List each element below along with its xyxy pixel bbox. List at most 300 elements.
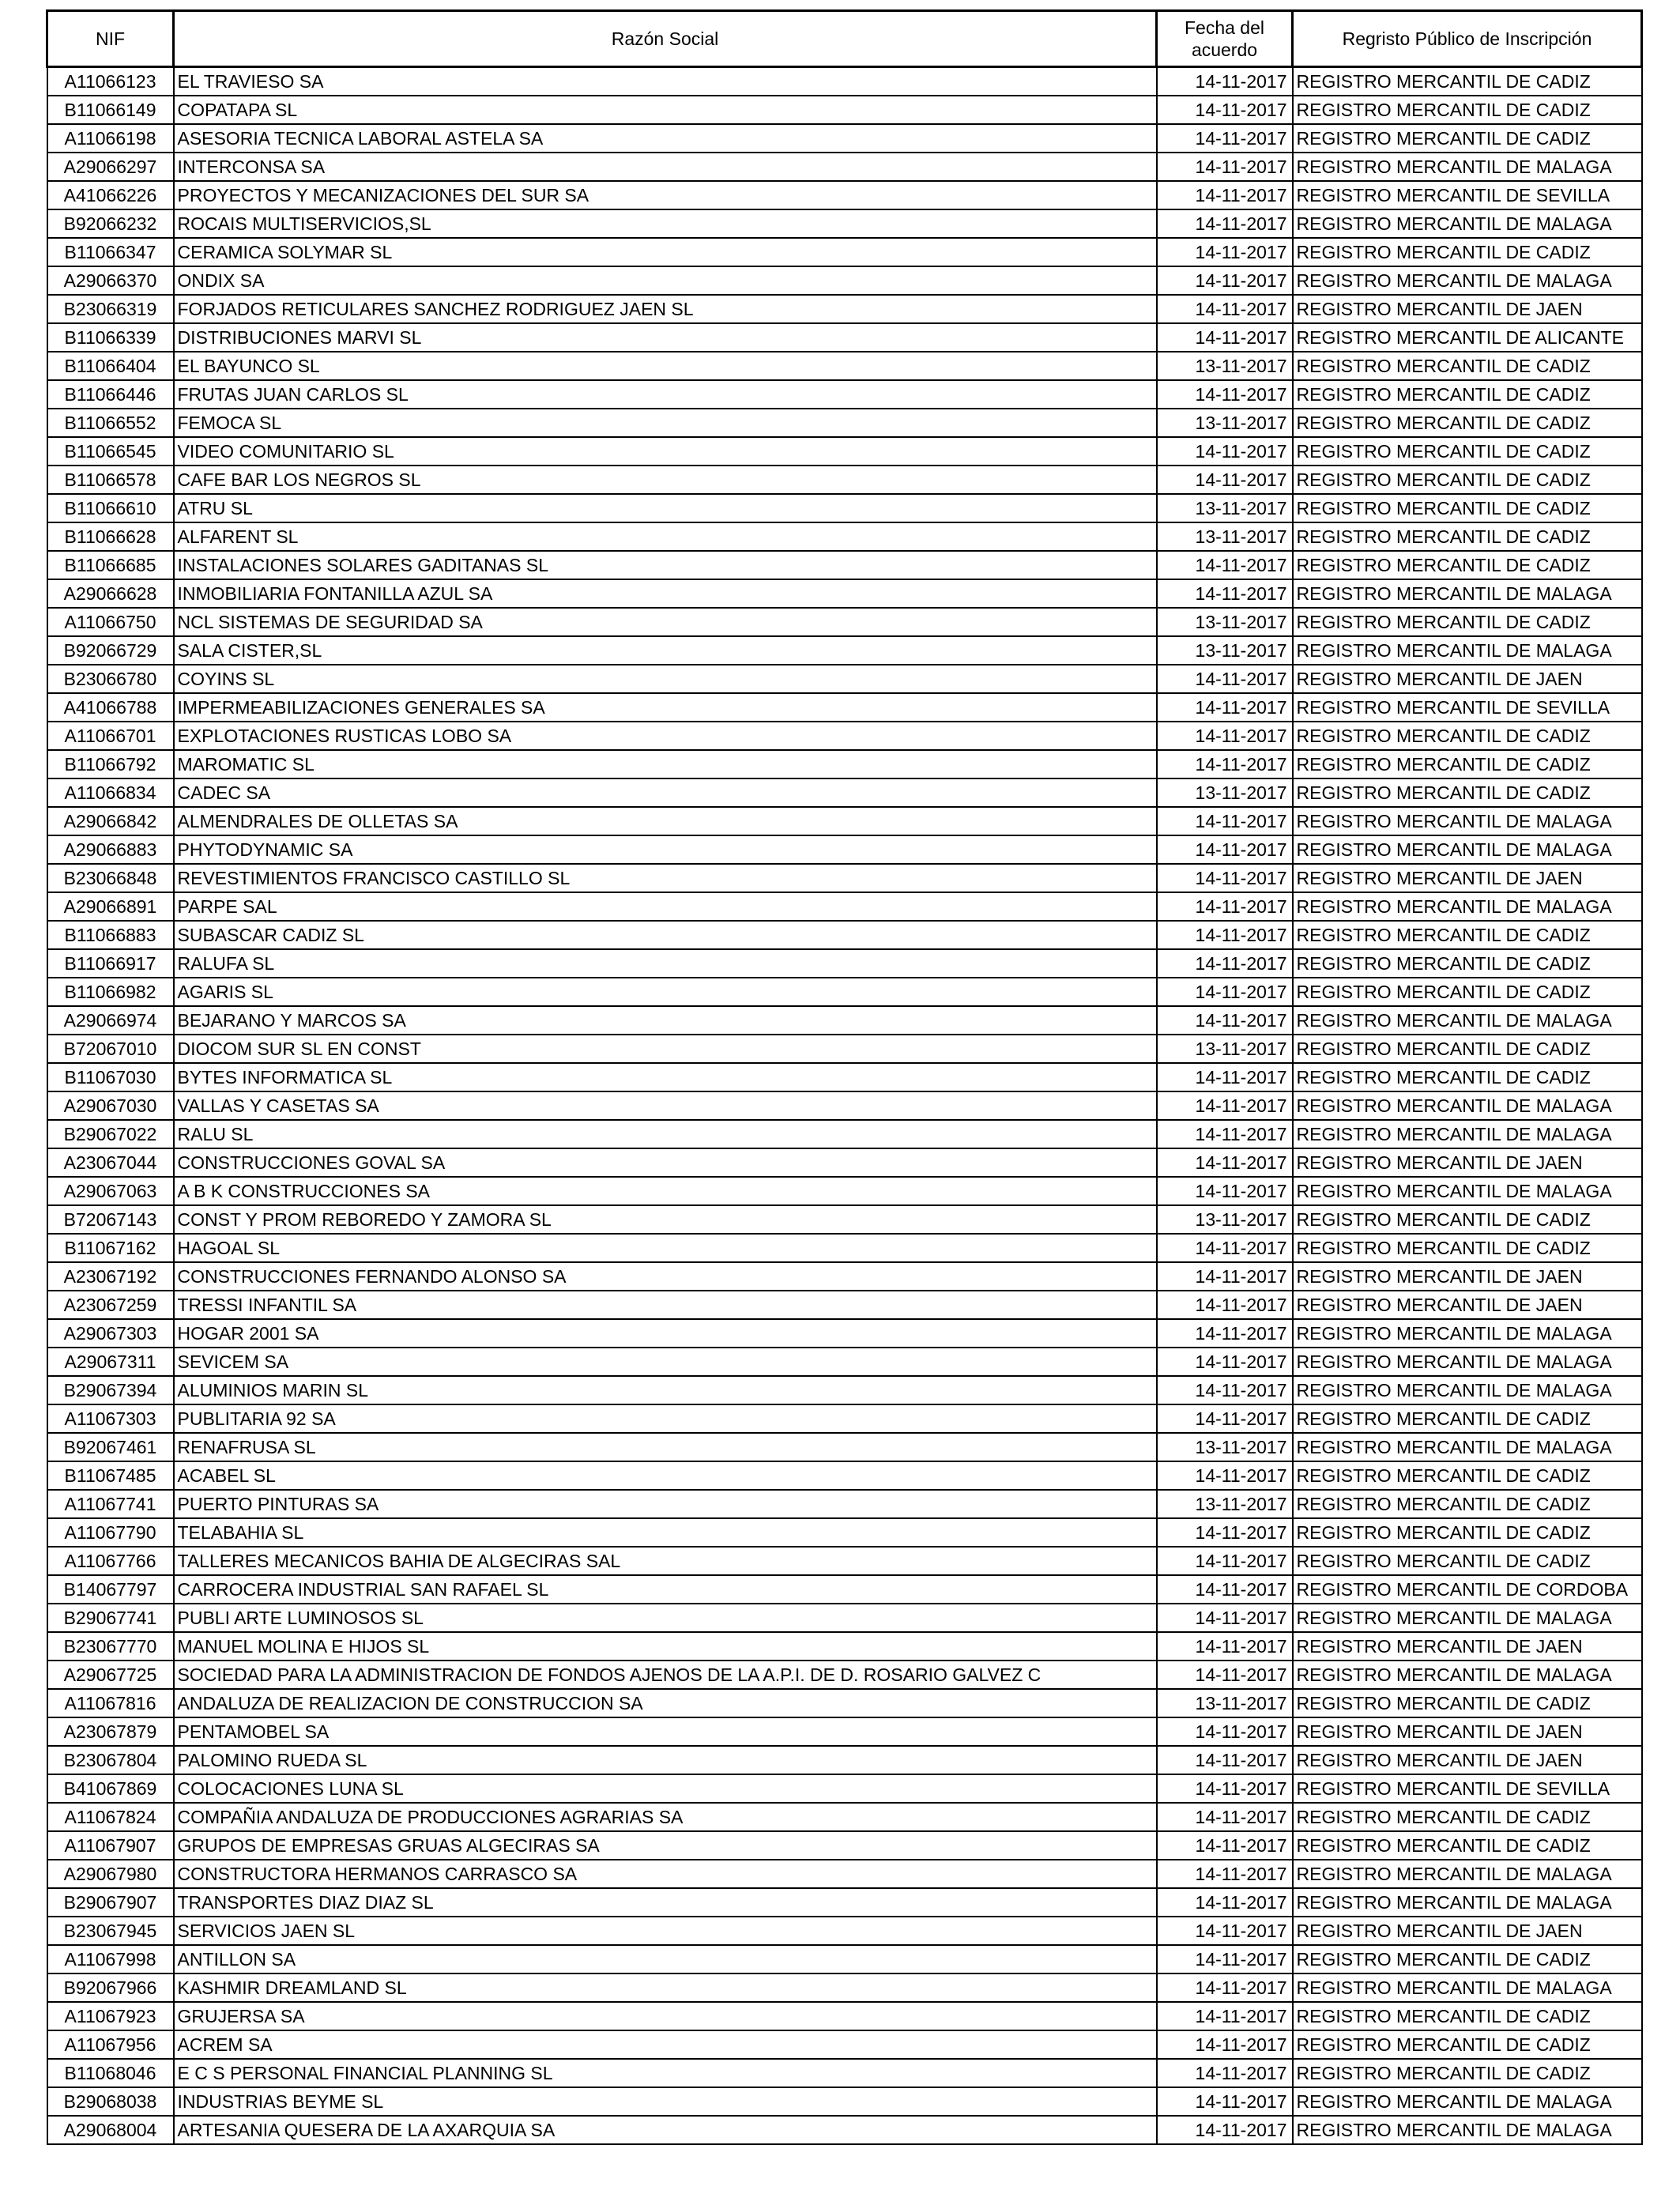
table-row (47, 1262, 1642, 1291)
registro-cell: REGISTRO MERCANTIL DE MALAGA (1293, 1091, 1642, 1120)
fecha-cell: 14-11-2017 (1157, 1717, 1293, 1746)
table-row (47, 1746, 1642, 1774)
registro-cell: REGISTRO MERCANTIL DE MALAGA (1293, 153, 1642, 181)
registro-cell: REGISTRO MERCANTIL DE MALAGA (1293, 1888, 1642, 1917)
fecha-cell: 14-11-2017 (1157, 238, 1293, 266)
nif-cell: B29067394 (47, 1376, 174, 1404)
fecha-cell: 13-11-2017 (1157, 352, 1293, 380)
table-row (47, 1661, 1642, 1689)
header-fecha-line2: acuerdo (1191, 40, 1258, 60)
table-row (47, 437, 1642, 466)
table-row (47, 1917, 1642, 1945)
fecha-cell: 14-11-2017 (1157, 864, 1293, 892)
fecha-cell: 14-11-2017 (1157, 1091, 1293, 1120)
nif-cell: A11067923 (47, 2002, 174, 2030)
registro-cell: REGISTRO MERCANTIL DE MALAGA (1293, 2087, 1642, 2116)
table-row (47, 124, 1642, 153)
fecha-cell: 14-11-2017 (1157, 1746, 1293, 1774)
nif-cell: B29067907 (47, 1888, 174, 1917)
razon-social-cell: PUERTO PINTURAS SA (174, 1490, 1157, 1518)
fecha-cell: 14-11-2017 (1157, 1774, 1293, 1803)
registro-cell: REGISTRO MERCANTIL DE CADIZ (1293, 1404, 1642, 1433)
registro-cell: REGISTRO MERCANTIL DE MALAGA (1293, 1376, 1642, 1404)
fecha-cell: 14-11-2017 (1157, 949, 1293, 978)
fecha-cell: 14-11-2017 (1157, 722, 1293, 750)
table-row (47, 1120, 1642, 1148)
razon-social-cell: ARTESANIA QUESERA DE LA AXARQUIA SA (174, 2116, 1157, 2144)
razon-social-cell: PROYECTOS Y MECANIZACIONES DEL SUR SA (174, 181, 1157, 209)
razon-social-cell: GRUPOS DE EMPRESAS GRUAS ALGECIRAS SA (174, 1831, 1157, 1860)
table-row (47, 380, 1642, 409)
nif-cell: B11067162 (47, 1234, 174, 1262)
razon-social-cell: CONSTRUCCIONES GOVAL SA (174, 1148, 1157, 1177)
registro-cell: REGISTRO MERCANTIL DE MALAGA (1293, 636, 1642, 665)
razon-social-cell: ROCAIS MULTISERVICIOS,SL (174, 209, 1157, 238)
nif-cell: B11066347 (47, 238, 174, 266)
registro-cell: REGISTRO MERCANTIL DE CADIZ (1293, 1518, 1642, 1547)
razon-social-cell: AGARIS SL (174, 978, 1157, 1006)
fecha-cell: 14-11-2017 (1157, 2087, 1293, 2116)
fecha-cell: 14-11-2017 (1157, 2002, 1293, 2030)
nif-cell: A23067259 (47, 1291, 174, 1319)
nif-cell: A29067725 (47, 1661, 174, 1689)
nif-cell: A29066370 (47, 266, 174, 295)
fecha-cell: 13-11-2017 (1157, 522, 1293, 551)
table-row (47, 1091, 1642, 1120)
fecha-cell: 14-11-2017 (1157, 1234, 1293, 1262)
table-row (47, 1717, 1642, 1746)
table-row (47, 778, 1642, 807)
razon-social-cell: PENTAMOBEL SA (174, 1717, 1157, 1746)
registro-cell: REGISTRO MERCANTIL DE MALAGA (1293, 1433, 1642, 1461)
razon-social-cell: ALUMINIOS MARIN SL (174, 1376, 1157, 1404)
table-row (47, 1063, 1642, 1091)
fecha-cell: 14-11-2017 (1157, 124, 1293, 153)
registro-cell: REGISTRO MERCANTIL DE JAEN (1293, 1262, 1642, 1291)
nif-cell: A23067044 (47, 1148, 174, 1177)
table-row (47, 1547, 1642, 1575)
registro-cell: REGISTRO MERCANTIL DE JAEN (1293, 1717, 1642, 1746)
razon-social-cell: HOGAR 2001 SA (174, 1319, 1157, 1348)
table-row (47, 1604, 1642, 1632)
razon-social-cell: SERVICIOS JAEN SL (174, 1917, 1157, 1945)
table-row (47, 1006, 1642, 1035)
nif-cell: B92067966 (47, 1973, 174, 2002)
razon-social-cell: CARROCERA INDUSTRIAL SAN RAFAEL SL (174, 1575, 1157, 1604)
table-row (47, 1803, 1642, 1831)
nif-cell: A11067766 (47, 1547, 174, 1575)
header-fecha-line1: Fecha del (1184, 17, 1264, 38)
nif-cell: A29066891 (47, 892, 174, 921)
razon-social-cell: CADEC SA (174, 778, 1157, 807)
table-row (47, 1035, 1642, 1063)
registro-cell: REGISTRO MERCANTIL DE CADIZ (1293, 778, 1642, 807)
fecha-cell: 14-11-2017 (1157, 750, 1293, 778)
fecha-cell: 13-11-2017 (1157, 608, 1293, 636)
registro-cell: REGISTRO MERCANTIL DE JAEN (1293, 864, 1642, 892)
table-row (47, 579, 1642, 608)
fecha-cell: 14-11-2017 (1157, 1973, 1293, 2002)
razon-social-cell: ANDALUZA DE REALIZACION DE CONSTRUCCION SA (174, 1689, 1157, 1717)
nif-cell: A41066788 (47, 693, 174, 722)
table-row (47, 1291, 1642, 1319)
fecha-cell: 14-11-2017 (1157, 1575, 1293, 1604)
razon-social-cell: COLOCACIONES LUNA SL (174, 1774, 1157, 1803)
table-row (47, 1518, 1642, 1547)
razon-social-cell: REVESTIMIENTOS FRANCISCO CASTILLO SL (174, 864, 1157, 892)
fecha-cell: 14-11-2017 (1157, 209, 1293, 238)
registro-cell: REGISTRO MERCANTIL DE MALAGA (1293, 1120, 1642, 1148)
registry-table (46, 9, 1643, 2145)
registro-cell: REGISTRO MERCANTIL DE JAEN (1293, 295, 1642, 323)
fecha-cell: 14-11-2017 (1157, 579, 1293, 608)
fecha-cell: 13-11-2017 (1157, 778, 1293, 807)
registro-cell: REGISTRO MERCANTIL DE CADIZ (1293, 750, 1642, 778)
razon-social-cell: FRUTAS JUAN CARLOS SL (174, 380, 1157, 409)
razon-social-cell: DIOCOM SUR SL EN CONST (174, 1035, 1157, 1063)
registro-cell: REGISTRO MERCANTIL DE CADIZ (1293, 1063, 1642, 1091)
fecha-cell: 14-11-2017 (1157, 1148, 1293, 1177)
razon-social-cell: IMPERMEABILIZACIONES GENERALES SA (174, 693, 1157, 722)
table-row (47, 1433, 1642, 1461)
table-row (47, 352, 1642, 380)
registro-cell: REGISTRO MERCANTIL DE JAEN (1293, 1746, 1642, 1774)
razon-social-cell: ALFARENT SL (174, 522, 1157, 551)
nif-cell: B92066232 (47, 209, 174, 238)
nif-cell: A11067303 (47, 1404, 174, 1433)
nif-cell: B23067945 (47, 1917, 174, 1945)
table-row (47, 892, 1642, 921)
razon-social-cell: E C S PERSONAL FINANCIAL PLANNING SL (174, 2059, 1157, 2087)
header-razon-social: Razón Social (174, 11, 1157, 67)
table-row (47, 1888, 1642, 1917)
registro-cell: REGISTRO MERCANTIL DE JAEN (1293, 1632, 1642, 1661)
razon-social-cell: FEMOCA SL (174, 409, 1157, 437)
fecha-cell: 14-11-2017 (1157, 1945, 1293, 1973)
fecha-cell: 14-11-2017 (1157, 665, 1293, 693)
fecha-cell: 14-11-2017 (1157, 978, 1293, 1006)
razon-social-cell: EXPLOTACIONES RUSTICAS LOBO SA (174, 722, 1157, 750)
table-row (47, 466, 1642, 494)
fecha-cell: 14-11-2017 (1157, 153, 1293, 181)
fecha-cell: 14-11-2017 (1157, 1632, 1293, 1661)
table-row (47, 2116, 1642, 2144)
table-row (47, 181, 1642, 209)
nif-cell: B14067797 (47, 1575, 174, 1604)
nif-cell: B11066792 (47, 750, 174, 778)
razon-social-cell: TALLERES MECANICOS BAHIA DE ALGECIRAS SAL (174, 1547, 1157, 1575)
razon-social-cell: SEVICEM SA (174, 1348, 1157, 1376)
nif-cell: B11066982 (47, 978, 174, 1006)
fecha-cell: 14-11-2017 (1157, 807, 1293, 835)
table-row (47, 1689, 1642, 1717)
fecha-cell: 13-11-2017 (1157, 1490, 1293, 1518)
razon-social-cell: CERAMICA SOLYMAR SL (174, 238, 1157, 266)
razon-social-cell: COMPAÑIA ANDALUZA DE PRODUCCIONES AGRARIAS SA (174, 1803, 1157, 1831)
table-row (47, 665, 1642, 693)
table-row (47, 2087, 1642, 2116)
table-row (47, 2002, 1642, 2030)
razon-social-cell: SALA CISTER,SL (174, 636, 1157, 665)
header-registro: Regristo Público de Inscripción (1293, 11, 1642, 67)
razon-social-cell: KASHMIR DREAMLAND SL (174, 1973, 1157, 2002)
registro-cell: REGISTRO MERCANTIL DE CADIZ (1293, 437, 1642, 466)
table-row (47, 209, 1642, 238)
razon-social-cell: EL TRAVIESO SA (174, 67, 1157, 96)
nif-cell: A23067192 (47, 1262, 174, 1291)
razon-social-cell: RALUFA SL (174, 949, 1157, 978)
razon-social-cell: DISTRIBUCIONES MARVI SL (174, 323, 1157, 352)
razon-social-cell: HAGOAL SL (174, 1234, 1157, 1262)
razon-social-cell: PARPE SAL (174, 892, 1157, 921)
nif-cell: A29067311 (47, 1348, 174, 1376)
registro-cell: REGISTRO MERCANTIL DE SEVILLA (1293, 1774, 1642, 1803)
fecha-cell: 13-11-2017 (1157, 409, 1293, 437)
fecha-cell: 13-11-2017 (1157, 494, 1293, 522)
registro-cell: REGISTRO MERCANTIL DE CADIZ (1293, 1945, 1642, 1973)
nif-cell: A11066701 (47, 722, 174, 750)
nif-cell: B11066446 (47, 380, 174, 409)
registro-cell: REGISTRO MERCANTIL DE MALAGA (1293, 266, 1642, 295)
nif-cell: A29068004 (47, 2116, 174, 2144)
razon-social-cell: PALOMINO RUEDA SL (174, 1746, 1157, 1774)
registro-cell: REGISTRO MERCANTIL DE MALAGA (1293, 1006, 1642, 1035)
table-row (47, 722, 1642, 750)
table-row (47, 494, 1642, 522)
razon-social-cell: RENAFRUSA SL (174, 1433, 1157, 1461)
table-row (47, 1376, 1642, 1404)
table-body (47, 67, 1642, 2145)
razon-social-cell: EL BAYUNCO SL (174, 352, 1157, 380)
registro-cell: REGISTRO MERCANTIL DE MALAGA (1293, 807, 1642, 835)
fecha-cell: 14-11-2017 (1157, 1319, 1293, 1348)
registro-cell: REGISTRO MERCANTIL DE CADIZ (1293, 722, 1642, 750)
razon-social-cell: TRANSPORTES DIAZ DIAZ SL (174, 1888, 1157, 1917)
nif-cell: A29066883 (47, 835, 174, 864)
fecha-cell: 14-11-2017 (1157, 466, 1293, 494)
razon-social-cell: TRESSI INFANTIL SA (174, 1291, 1157, 1319)
fecha-cell: 14-11-2017 (1157, 1376, 1293, 1404)
nif-cell: B11066628 (47, 522, 174, 551)
razon-social-cell: PHYTODYNAMIC SA (174, 835, 1157, 864)
nif-cell: A11066123 (47, 67, 174, 96)
registro-cell: REGISTRO MERCANTIL DE MALAGA (1293, 835, 1642, 864)
registro-cell: REGISTRO MERCANTIL DE CADIZ (1293, 2002, 1642, 2030)
fecha-cell: 14-11-2017 (1157, 266, 1293, 295)
fecha-cell: 14-11-2017 (1157, 1461, 1293, 1490)
registro-cell: REGISTRO MERCANTIL DE MALAGA (1293, 1319, 1642, 1348)
nif-cell: A29066628 (47, 579, 174, 608)
razon-social-cell: MANUEL MOLINA E HIJOS SL (174, 1632, 1157, 1661)
fecha-cell: 14-11-2017 (1157, 1547, 1293, 1575)
nif-cell: A41066226 (47, 181, 174, 209)
header-fecha (1157, 11, 1293, 67)
fecha-cell: 14-11-2017 (1157, 2059, 1293, 2087)
registro-cell: REGISTRO MERCANTIL DE SEVILLA (1293, 181, 1642, 209)
nif-cell: B11066552 (47, 409, 174, 437)
registro-cell: REGISTRO MERCANTIL DE CADIZ (1293, 1689, 1642, 1717)
nif-cell: B11067485 (47, 1461, 174, 1490)
nif-cell: B11066149 (47, 96, 174, 124)
nif-cell: B41067869 (47, 1774, 174, 1803)
nif-cell: B11066339 (47, 323, 174, 352)
razon-social-cell: GRUJERSA SA (174, 2002, 1157, 2030)
nif-cell: A23067879 (47, 1717, 174, 1746)
table-row (47, 1575, 1642, 1604)
nif-cell: B11068046 (47, 2059, 174, 2087)
fecha-cell: 14-11-2017 (1157, 1860, 1293, 1888)
fecha-cell: 14-11-2017 (1157, 2116, 1293, 2144)
registro-cell: REGISTRO MERCANTIL DE CADIZ (1293, 1803, 1642, 1831)
nif-cell: B11066578 (47, 466, 174, 494)
table-row (47, 2030, 1642, 2059)
nif-cell: B23067804 (47, 1746, 174, 1774)
fecha-cell: 14-11-2017 (1157, 693, 1293, 722)
nif-cell: A11066750 (47, 608, 174, 636)
nif-cell: B29067741 (47, 1604, 174, 1632)
razon-social-cell: PUBLI ARTE LUMINOSOS SL (174, 1604, 1157, 1632)
registro-cell: REGISTRO MERCANTIL DE MALAGA (1293, 1973, 1642, 2002)
registro-cell: REGISTRO MERCANTIL DE JAEN (1293, 1148, 1642, 1177)
table-row (47, 1404, 1642, 1433)
razon-social-cell: CONST Y PROM REBOREDO Y ZAMORA SL (174, 1205, 1157, 1234)
nif-cell: A29067303 (47, 1319, 174, 1348)
registro-cell: REGISTRO MERCANTIL DE CADIZ (1293, 608, 1642, 636)
table-row (47, 864, 1642, 892)
nif-cell: A11067956 (47, 2030, 174, 2059)
fecha-cell: 13-11-2017 (1157, 636, 1293, 665)
razon-social-cell: ACABEL SL (174, 1461, 1157, 1490)
nif-cell: A11067741 (47, 1490, 174, 1518)
fecha-cell: 14-11-2017 (1157, 1803, 1293, 1831)
fecha-cell: 14-11-2017 (1157, 1518, 1293, 1547)
fecha-cell: 13-11-2017 (1157, 1205, 1293, 1234)
nif-cell: A11067824 (47, 1803, 174, 1831)
registro-cell: REGISTRO MERCANTIL DE JAEN (1293, 1917, 1642, 1945)
registro-cell: REGISTRO MERCANTIL DE CADIZ (1293, 1490, 1642, 1518)
nif-cell: A29066842 (47, 807, 174, 835)
table-row (47, 1490, 1642, 1518)
table-row (47, 978, 1642, 1006)
razon-social-cell: ANTILLON SA (174, 1945, 1157, 1973)
table-row (47, 1831, 1642, 1860)
nif-cell: B29067022 (47, 1120, 174, 1148)
fecha-cell: 14-11-2017 (1157, 2030, 1293, 2059)
fecha-cell: 14-11-2017 (1157, 1291, 1293, 1319)
table-row (47, 522, 1642, 551)
nif-cell: B11066883 (47, 921, 174, 949)
razon-social-cell: COYINS SL (174, 665, 1157, 693)
nif-cell: B23066319 (47, 295, 174, 323)
registro-cell: REGISTRO MERCANTIL DE MALAGA (1293, 1604, 1642, 1632)
header-nif: NIF (47, 11, 174, 67)
nif-cell: B11066610 (47, 494, 174, 522)
registro-cell: REGISTRO MERCANTIL DE CADIZ (1293, 409, 1642, 437)
fecha-cell: 14-11-2017 (1157, 892, 1293, 921)
table-row (47, 750, 1642, 778)
registro-cell: REGISTRO MERCANTIL DE CADIZ (1293, 1035, 1642, 1063)
razon-social-cell: TELABAHIA SL (174, 1518, 1157, 1547)
fecha-cell: 14-11-2017 (1157, 323, 1293, 352)
fecha-cell: 14-11-2017 (1157, 67, 1293, 96)
table-row (47, 1177, 1642, 1205)
table-row (47, 608, 1642, 636)
table-row (47, 295, 1642, 323)
nif-cell: A11066834 (47, 778, 174, 807)
nif-cell: A11067816 (47, 1689, 174, 1717)
registro-cell: REGISTRO MERCANTIL DE CADIZ (1293, 238, 1642, 266)
registro-cell: REGISTRO MERCANTIL DE CADIZ (1293, 380, 1642, 409)
fecha-cell: 14-11-2017 (1157, 1661, 1293, 1689)
table-row (47, 1205, 1642, 1234)
registro-cell: REGISTRO MERCANTIL DE CADIZ (1293, 1234, 1642, 1262)
fecha-cell: 14-11-2017 (1157, 380, 1293, 409)
registro-cell: REGISTRO MERCANTIL DE CADIZ (1293, 352, 1642, 380)
nif-cell: B23067770 (47, 1632, 174, 1661)
registro-cell: REGISTRO MERCANTIL DE SEVILLA (1293, 693, 1642, 722)
table-row (47, 1973, 1642, 2002)
fecha-cell: 14-11-2017 (1157, 437, 1293, 466)
table-row (47, 1319, 1642, 1348)
fecha-cell: 14-11-2017 (1157, 1348, 1293, 1376)
razon-social-cell: MAROMATIC SL (174, 750, 1157, 778)
table-row (47, 266, 1642, 295)
razon-social-cell: PUBLITARIA 92 SA (174, 1404, 1157, 1433)
header-row (47, 11, 1642, 67)
registro-cell: REGISTRO MERCANTIL DE MALAGA (1293, 579, 1642, 608)
razon-social-cell: CONSTRUCTORA HERMANOS CARRASCO SA (174, 1860, 1157, 1888)
registro-cell: REGISTRO MERCANTIL DE MALAGA (1293, 1348, 1642, 1376)
razon-social-cell: BYTES INFORMATICA SL (174, 1063, 1157, 1091)
razon-social-cell: INDUSTRIAS BEYME SL (174, 2087, 1157, 2116)
registro-cell: REGISTRO MERCANTIL DE CADIZ (1293, 949, 1642, 978)
fecha-cell: 14-11-2017 (1157, 921, 1293, 949)
razon-social-cell: NCL SISTEMAS DE SEGURIDAD SA (174, 608, 1157, 636)
registro-cell: REGISTRO MERCANTIL DE CADIZ (1293, 1205, 1642, 1234)
nif-cell: B29068038 (47, 2087, 174, 2116)
table-row (47, 238, 1642, 266)
registro-cell: REGISTRO MERCANTIL DE CADIZ (1293, 2059, 1642, 2087)
registro-cell: REGISTRO MERCANTIL DE JAEN (1293, 665, 1642, 693)
registro-cell: REGISTRO MERCANTIL DE CADIZ (1293, 67, 1642, 96)
fecha-cell: 14-11-2017 (1157, 1262, 1293, 1291)
table-row (47, 551, 1642, 579)
nif-cell: A29067063 (47, 1177, 174, 1205)
fecha-cell: 13-11-2017 (1157, 1689, 1293, 1717)
razon-social-cell: SOCIEDAD PARA LA ADMINISTRACION DE FONDOS AJENOS DE LA A.P.I. DE D. ROSARIO GALVEZ C (174, 1661, 1157, 1689)
registro-cell: REGISTRO MERCANTIL DE CADIZ (1293, 494, 1642, 522)
fecha-cell: 14-11-2017 (1157, 181, 1293, 209)
razon-social-cell: ASESORIA TECNICA LABORAL ASTELA SA (174, 124, 1157, 153)
registro-cell: REGISTRO MERCANTIL DE ALICANTE (1293, 323, 1642, 352)
registro-cell: REGISTRO MERCANTIL DE CADIZ (1293, 1831, 1642, 1860)
table-row (47, 1348, 1642, 1376)
nif-cell: B23066780 (47, 665, 174, 693)
registro-cell: REGISTRO MERCANTIL DE MALAGA (1293, 1661, 1642, 1689)
registro-cell: REGISTRO MERCANTIL DE CADIZ (1293, 978, 1642, 1006)
fecha-cell: 14-11-2017 (1157, 1917, 1293, 1945)
razon-social-cell: COPATAPA SL (174, 96, 1157, 124)
nif-cell: B92066729 (47, 636, 174, 665)
registro-cell: REGISTRO MERCANTIL DE MALAGA (1293, 2116, 1642, 2144)
registro-cell: REGISTRO MERCANTIL DE CORDOBA (1293, 1575, 1642, 1604)
razon-social-cell: ACREM SA (174, 2030, 1157, 2059)
registro-cell: REGISTRO MERCANTIL DE CADIZ (1293, 96, 1642, 124)
fecha-cell: 14-11-2017 (1157, 1604, 1293, 1632)
razon-social-cell: CAFE BAR LOS NEGROS SL (174, 466, 1157, 494)
fecha-cell: 14-11-2017 (1157, 1006, 1293, 1035)
table-row (47, 1148, 1642, 1177)
